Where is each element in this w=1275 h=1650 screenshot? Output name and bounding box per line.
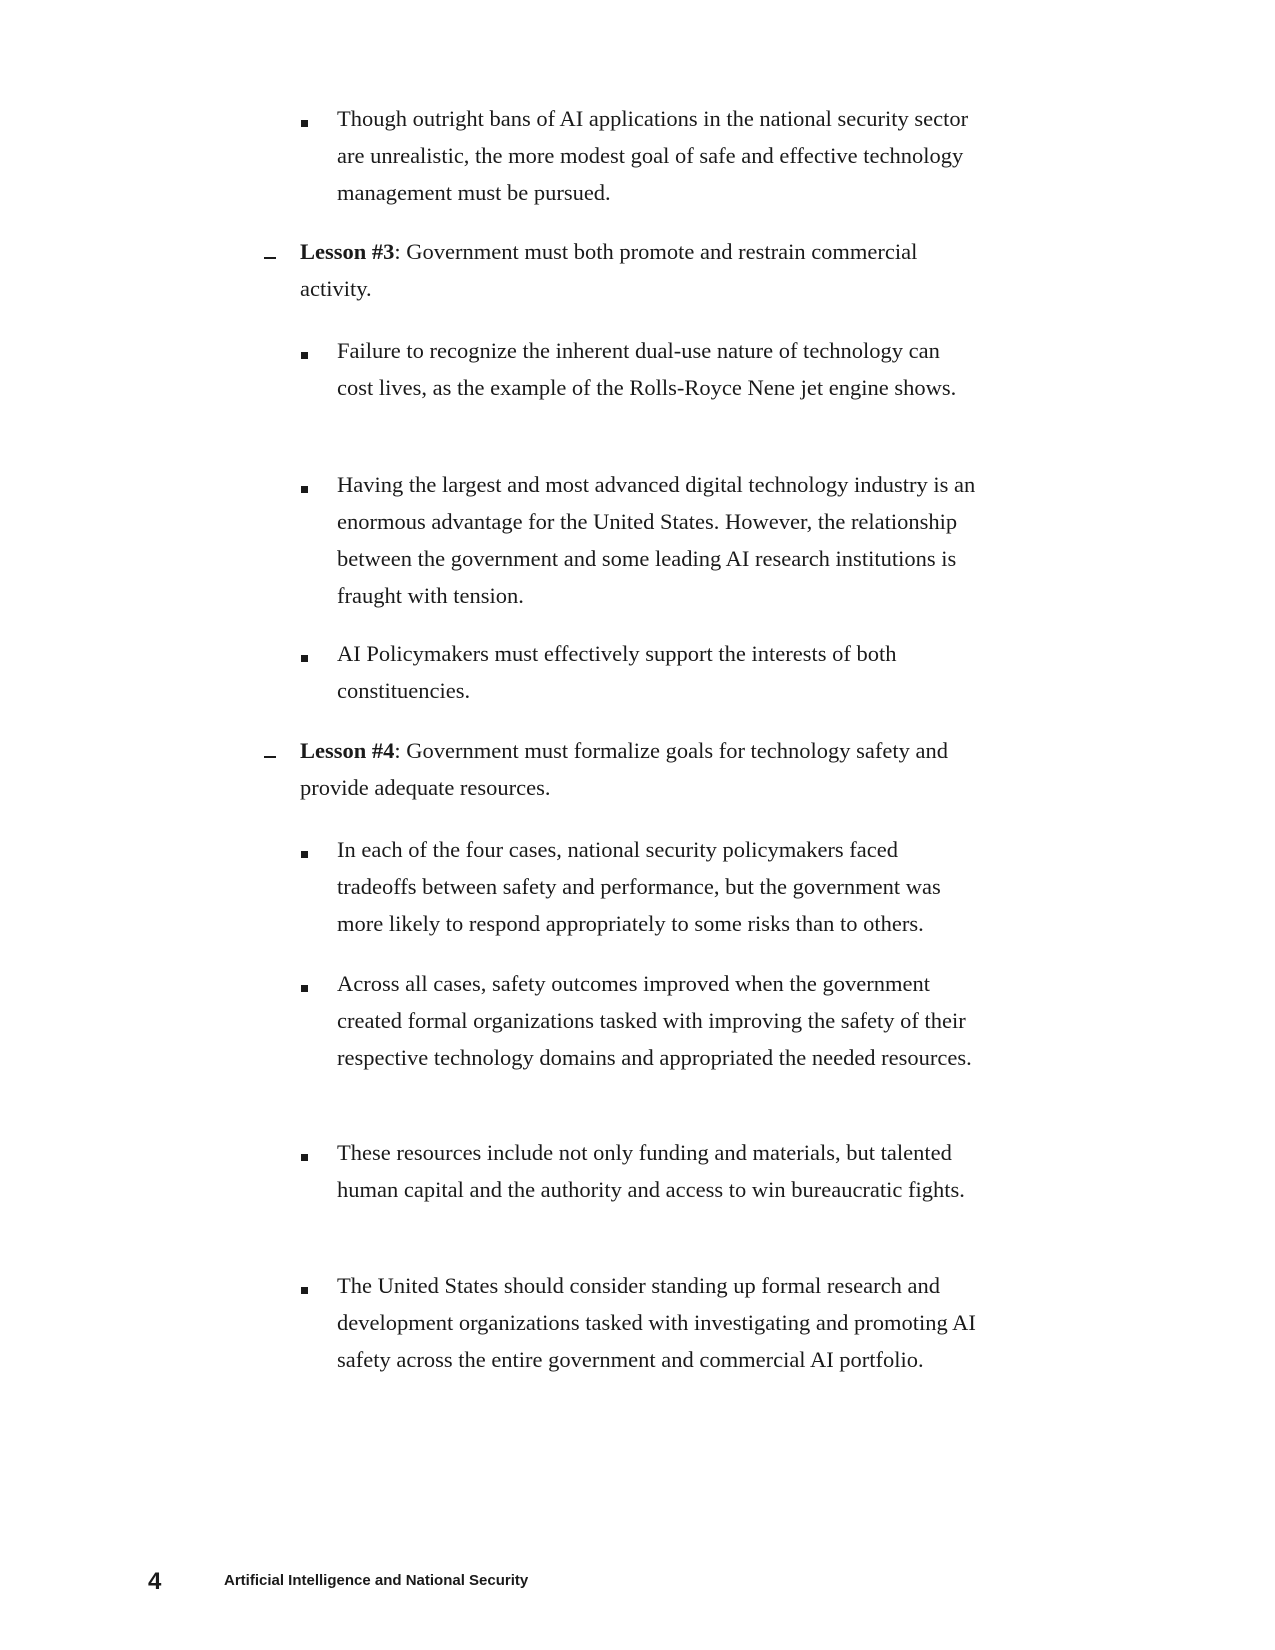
bullet-marker xyxy=(301,1154,308,1161)
running-footer-title: Artificial Intelligence and National Security xyxy=(224,1572,529,1589)
bullet-text: These resources include not only funding and materials, but talented human capital and the authority and access to win bureaucratic fights. xyxy=(337,1140,965,1202)
lesson-3 xyxy=(300,233,976,307)
lesson-label: Lesson #3 xyxy=(300,239,395,264)
bullet-text: AI Policymakers must effectively support the interests of both constituencies. xyxy=(337,641,897,703)
bullet-text: Having the largest and most advanced digital technology industry is an enormous advantage for the United States. However, the relationship between the government and some leading AI research institutions is fraught with tension. xyxy=(337,472,976,608)
list-item xyxy=(337,332,977,406)
lesson-label: Lesson #4 xyxy=(300,738,395,763)
list-item xyxy=(337,466,977,614)
bullet-text: Though outright bans of AI applications in the national security sector are unrealistic, the more modest goal of safe and effective technology management must be pursued. xyxy=(337,106,969,205)
bullet-marker xyxy=(301,352,308,359)
list-item xyxy=(337,100,977,211)
dash-marker xyxy=(264,756,276,758)
list-item xyxy=(337,965,977,1076)
list-item xyxy=(337,1134,977,1208)
bullet-marker xyxy=(301,486,308,493)
page-number: 4 xyxy=(148,1568,162,1595)
bullet-marker xyxy=(301,1287,308,1294)
bullet-marker xyxy=(301,985,308,992)
list-item xyxy=(337,1267,977,1378)
bullet-text: Failure to recognize the inherent dual-use nature of technology can cost lives, as the example of the Rolls-Royce Nene jet engine shows. xyxy=(337,338,957,400)
bullet-text: Across all cases, safety outcomes improved when the government created formal organizations tasked with improving the safety of their respective technology domains and appropriated the needed resources. xyxy=(337,971,972,1070)
lesson-text: : Government must formalize goals for technology safety and provide adequate resources. xyxy=(300,738,948,800)
bullet-marker xyxy=(301,655,308,662)
bullet-marker xyxy=(301,851,308,858)
dash-marker xyxy=(264,257,276,259)
bullet-text: The United States should consider standing up formal research and development organizations tasked with investigating and promoting AI safety across the entire government and commercial AI portfolio. xyxy=(337,1273,976,1372)
lesson-4 xyxy=(300,732,976,806)
list-item xyxy=(337,635,977,709)
list-item xyxy=(337,831,977,942)
lesson-text: : Government must both promote and restrain commercial activity. xyxy=(300,239,918,301)
bullet-text: In each of the four cases, national security policymakers faced tradeoffs between safety and performance, but the government was more likely to respond appropriately to some risks than to others. xyxy=(337,837,941,936)
bullet-marker xyxy=(301,120,308,127)
